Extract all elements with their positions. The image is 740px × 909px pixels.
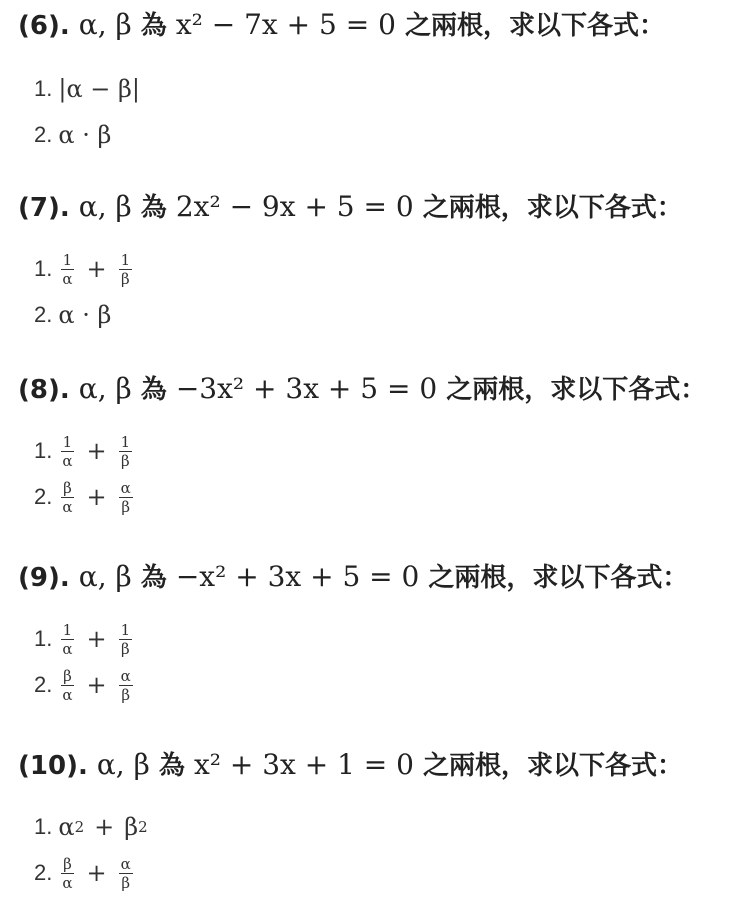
problem-number: (9). — [18, 563, 70, 593]
question-text: 之兩根，求以下各式： — [404, 11, 665, 41]
item-index: 2. — [34, 122, 53, 147]
root-variables: α, β — [78, 190, 132, 223]
item-expression: α · β — [58, 121, 112, 149]
root-variables: α, β — [78, 560, 132, 593]
operator: + — [86, 483, 107, 511]
equation: −3x² + 3x + 5 = 0 — [175, 372, 438, 405]
problem-heading — [18, 5, 740, 46]
problem-6 — [18, 5, 740, 158]
item-index: 2. — [34, 860, 53, 885]
question-text: 之兩根，求以下各式： — [446, 375, 707, 405]
problem-9 — [18, 557, 740, 708]
sub-question — [18, 474, 740, 520]
operator: + — [94, 813, 115, 841]
root-variables: α, β — [78, 372, 132, 405]
item-index: 2. — [34, 672, 53, 697]
connector-text: 為 — [158, 751, 185, 781]
fraction: $\frac{1}{\beta}$ — [120, 432, 131, 470]
item-index: 1. — [34, 438, 53, 463]
equation: x² − 7x + 5 = 0 — [175, 8, 396, 41]
sub-question — [18, 662, 740, 708]
problem-heading — [18, 187, 740, 228]
operator: + — [86, 255, 107, 283]
root-variables: α, β — [96, 748, 150, 781]
operator: + — [86, 671, 107, 699]
problem-heading — [18, 369, 740, 410]
item-index: 2. — [34, 302, 53, 327]
item-expression: α 2 + β 2 — [58, 813, 148, 841]
problem-number: (6). — [18, 11, 70, 41]
sub-question — [18, 246, 740, 292]
item-index: 2. — [34, 484, 53, 509]
sub-question — [18, 850, 740, 896]
fraction: $\frac{\beta}{\alpha}$ — [62, 666, 73, 704]
connector-text: 為 — [140, 563, 167, 593]
equation: −x² + 3x + 5 = 0 — [175, 560, 420, 593]
item-index: 1. — [34, 256, 53, 281]
item-expression — [58, 480, 134, 515]
item-expression — [58, 434, 134, 469]
sub-question-list — [18, 246, 740, 338]
sub-question-list — [18, 428, 740, 520]
fraction: $\frac{\alpha}{\beta}$ — [120, 666, 131, 704]
question-text: 之兩根，求以下各式： — [428, 563, 689, 593]
item-expression — [58, 668, 134, 703]
sub-question — [18, 66, 740, 112]
operator: + — [86, 437, 107, 465]
problem-10 — [18, 745, 740, 896]
item-expression — [58, 622, 134, 657]
fraction: $\frac{\beta}{\alpha}$ — [62, 854, 73, 892]
operator: + — [86, 859, 107, 887]
root-variables: α, β — [78, 8, 132, 41]
connector-text: 為 — [140, 193, 167, 223]
item-index: 1. — [34, 814, 53, 839]
equation: 2x² − 9x + 5 = 0 — [175, 190, 414, 223]
problem-number: (8). — [18, 375, 70, 405]
fraction: $\frac{1}{\alpha}$ — [62, 250, 73, 288]
item-expression: |α − β| — [58, 75, 140, 103]
sub-question — [18, 292, 740, 338]
question-text: 之兩根，求以下各式： — [423, 751, 684, 781]
problem-7 — [18, 187, 740, 338]
sub-question-list — [18, 804, 740, 896]
item-index: 1. — [34, 626, 53, 651]
fraction: $\frac{1}{\beta}$ — [120, 620, 131, 658]
sub-question — [18, 112, 740, 158]
sub-question-list — [18, 66, 740, 158]
fraction: $\frac{1}{\alpha}$ — [62, 432, 73, 470]
problem-8 — [18, 369, 740, 520]
fraction: $\frac{\beta}{\alpha}$ — [62, 478, 73, 516]
sub-question — [18, 428, 740, 474]
problem-number: (7). — [18, 193, 70, 223]
fraction: $\frac{1}{\alpha}$ — [62, 620, 73, 658]
item-expression — [58, 856, 134, 891]
fraction: $\frac{\alpha}{\beta}$ — [120, 478, 131, 516]
connector-text: 為 — [140, 11, 167, 41]
problem-heading — [18, 745, 740, 786]
connector-text: 為 — [140, 375, 167, 405]
sub-question-list — [18, 616, 740, 708]
question-text: 之兩根，求以下各式： — [422, 193, 683, 223]
item-index: 1. — [34, 76, 53, 101]
operator: + — [86, 625, 107, 653]
problem-number: (10). — [18, 751, 88, 781]
fraction: $\frac{1}{\beta}$ — [120, 250, 131, 288]
problem-heading — [18, 557, 740, 598]
item-expression: α · β — [58, 301, 112, 329]
fraction: $\frac{\alpha}{\beta}$ — [120, 854, 131, 892]
sub-question — [18, 616, 740, 662]
equation: x² + 3x + 1 = 0 — [193, 748, 414, 781]
sub-question — [18, 804, 740, 850]
item-expression — [58, 252, 134, 287]
